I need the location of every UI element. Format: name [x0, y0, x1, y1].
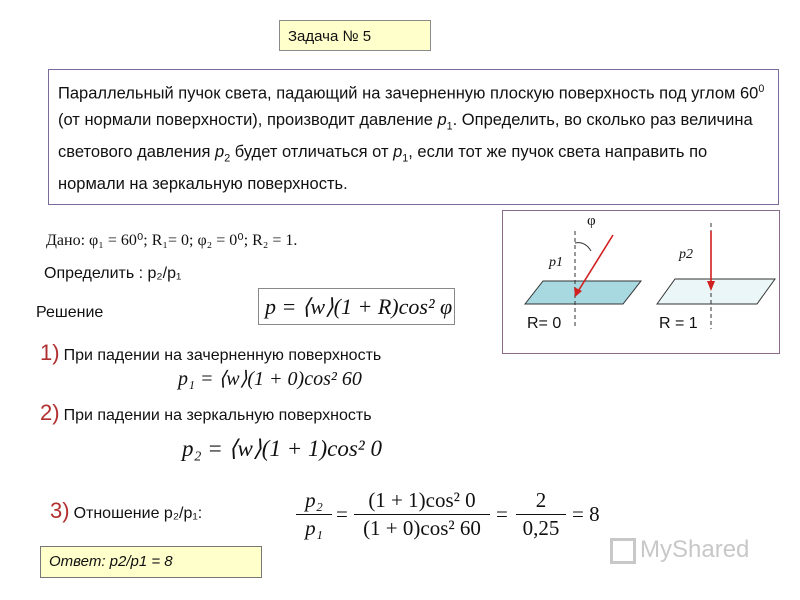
- step-1-row: [40, 340, 381, 366]
- step-3-row: [50, 498, 202, 524]
- problem-text-3: . Определить, во сколько раз величина светового давления: [58, 110, 753, 161]
- step-2-text: При падении на зеркальную поверхность: [63, 407, 372, 424]
- step-3-text: Отношение p₂/p₁:: [73, 505, 203, 522]
- step-2-number: 2): [40, 400, 60, 425]
- p1b-symbol: p: [393, 142, 403, 161]
- ratio-frac-num: 2: [535, 488, 547, 512]
- watermark-icon: [610, 538, 636, 564]
- solution-label: Решение: [36, 304, 104, 321]
- r1-label: R = 1: [659, 315, 698, 332]
- step-1-formula: p₁ = ⟨w⟩(1 + 0)cos² 60: [178, 368, 362, 390]
- phi-label: φ: [587, 213, 596, 229]
- ratio-lhs-den: p₁: [305, 516, 323, 540]
- diagram-panel: [502, 210, 780, 354]
- p1-label: p1: [549, 255, 563, 270]
- ratio-lhs-num: p₂: [305, 488, 323, 512]
- ratio-result: = 8: [572, 502, 600, 526]
- plane-right: [657, 279, 775, 304]
- step-1-text: При падении на зачерненную поверхность: [63, 347, 382, 364]
- p1b-sub: 1: [402, 152, 409, 165]
- problem-statement: [48, 69, 779, 205]
- p1-symbol: p: [437, 110, 447, 129]
- step-2-row: [40, 400, 372, 426]
- ratio-mid-den: (1 + 0)cos² 60: [363, 516, 481, 540]
- task-title: Задача № 5: [279, 20, 431, 51]
- p2-sub: 2: [224, 152, 231, 165]
- problem-text-2: (от нормали поверхности), производит давление: [58, 110, 438, 129]
- problem-text-5: , если тот же пучок света направить по нормали на зеркальную поверхность.: [58, 142, 708, 194]
- watermark-logo: [610, 536, 749, 564]
- main-formula: p = ⟨w⟩(1 + R)cos² φ: [258, 288, 455, 325]
- step-3-number: 3): [50, 498, 70, 523]
- watermark-text: MyShared: [640, 536, 750, 563]
- angle-arc: [575, 243, 591, 251]
- degree-sup: 0: [758, 83, 765, 95]
- step-1-number: 1): [40, 340, 60, 365]
- p2-symbol: p: [215, 142, 225, 161]
- r0-label: R= 0: [527, 315, 562, 332]
- problem-text-1: Параллельный пучок света, падающий на зачерненную плоскую поверхность под углом 60: [58, 84, 759, 103]
- find-label: Определить : p₂/p₁: [44, 265, 182, 282]
- p1-sub: 1: [446, 119, 453, 132]
- problem-text-4: будет отличаться от: [230, 142, 394, 161]
- answer-box: Ответ: p2/p1 = 8: [40, 546, 262, 578]
- step-2-formula: p₂ = ⟨w⟩(1 + 1)cos² 0: [182, 436, 382, 461]
- given-data: Дано: φ₁ = 60⁰; R₁= 0; φ₂ = 0⁰; R₂ = 1.: [46, 232, 298, 249]
- ratio-formula: p₂ p₁ = (1 + 1)cos² 0 (1 + 0)cos² 60 = 2 0,25 = 8: [296, 488, 616, 548]
- ratio-frac-den: 0,25: [522, 516, 560, 540]
- ratio-mid-num: (1 + 1)cos² 0: [368, 488, 476, 512]
- p2-label: p2: [679, 247, 693, 262]
